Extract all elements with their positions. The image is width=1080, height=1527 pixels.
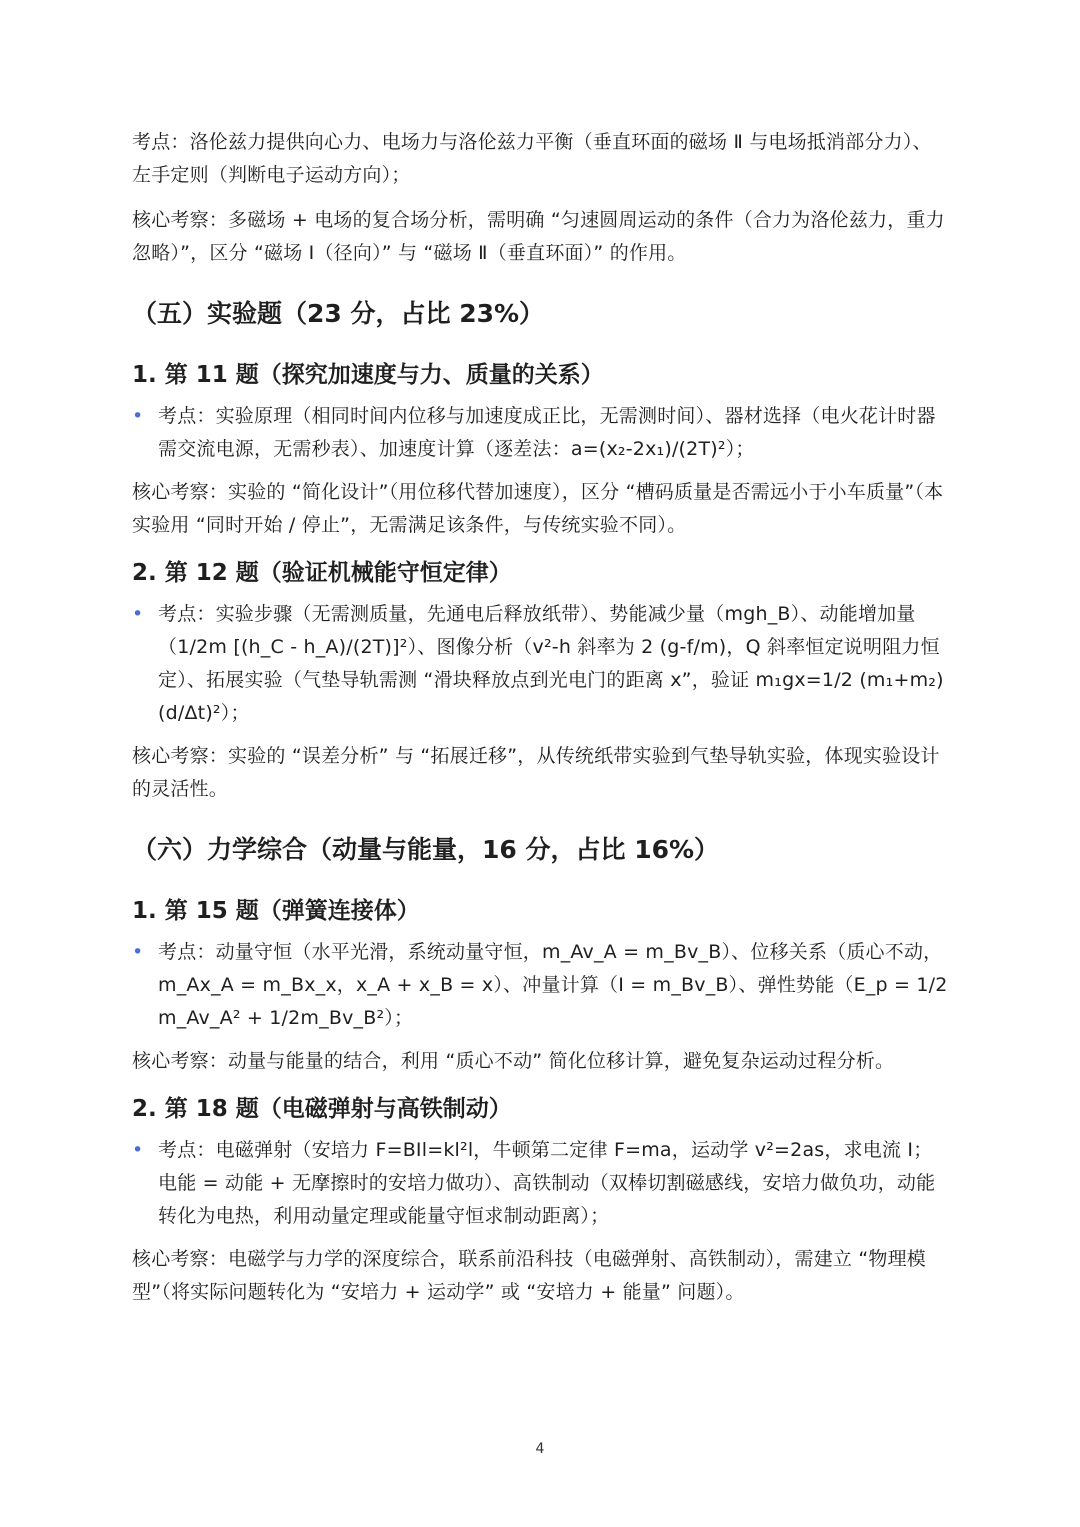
q12-hexin: 核心考察：实验的 “误差分析” 与 “拓展迁移”，从传统纸带实验到气垫导轨实验，体现实验设计的灵活性。 bbox=[132, 745, 940, 800]
bullet-icon: • bbox=[132, 603, 144, 625]
page-number: 4 bbox=[535, 1441, 545, 1457]
q15-heading: 1. 第 15 题（弹簧连接体） bbox=[132, 898, 420, 924]
q15-kaodian-item bbox=[132, 936, 950, 1035]
q15-hexin: 核心考察：动量与能量的结合，利用 “质心不动” 简化位移计算，避免复杂运动过程分析。 bbox=[132, 1050, 895, 1072]
q15-kaodian-text: 考点：动量守恒（水平光滑，系统动量守恒，m_Av_A = m_Bv_B）、位移关系（质心不动，m_Ax_A = m_Bx_x，x_A + x_B = x）、冲量计算（I = m_Bv_B）、弹性势能（E_p = 1/2m_Av_A² + 1/2m_Bv_B²）； bbox=[158, 941, 948, 1029]
intro-hexin: 核心考察：多磁场 + 电场的复合场分析，需明确 “匀速圆周运动的条件（合力为洛伦兹力，重力忽略）”，区分 “磁场 Ⅰ（径向）” 与 “磁场 Ⅱ（垂直环面）” 的作用。 bbox=[132, 209, 945, 264]
q12-kaodian-text: 考点：实验步骤（无需测质量，先通电后释放纸带）、势能减少量（mgh_B）、动能增加量（1/2m [(h_C - h_A)/(2T)]²）、图像分析（v²-h 斜率为 2 (g-f/m)，Q 斜率恒定说明阻力恒定）、拓展实验（气垫导轨需测 “滑块释放点到光电门的距离 x”，验证 m₁gx=1/2 (m₁+m₂)(d/Δt)²）； bbox=[158, 603, 944, 724]
bullet-icon: • bbox=[132, 1139, 144, 1161]
bullet-icon: • bbox=[132, 405, 144, 427]
q12-heading: 2. 第 12 题（验证机械能守恒定律） bbox=[132, 560, 512, 586]
q18-kaodian-text: 考点：电磁弹射（安培力 F=BIl=kl²l，牛顿第二定律 F=ma，运动学 v²=2as，求电流 I；电能 = 动能 + 无摩擦时的安培力做功）、高铁制动（双棒切割磁感线，安培力做负功，动能转化为电热，利用动量定理或能量守恒求制动距离）； bbox=[158, 1139, 936, 1227]
section-6-heading: （六）力学综合（动量与能量，16 分，占比 16%） bbox=[132, 835, 720, 864]
q18-heading: 2. 第 18 题（电磁弹射与高铁制动） bbox=[132, 1096, 512, 1122]
document-page bbox=[132, 126, 950, 1321]
q18-hexin: 核心考察：电磁学与力学的深度综合，联系前沿科技（电磁弹射、高铁制动），需建立 “物理模型”（将实际问题转化为 “安培力 + 运动学” 或 “安培力 + 能量” 问题）。 bbox=[132, 1248, 926, 1303]
bullet-icon: • bbox=[132, 941, 144, 963]
q11-heading: 1. 第 11 题（探究加速度与力、质量的关系） bbox=[132, 362, 604, 388]
q11-kaodian-item bbox=[132, 400, 950, 466]
q11-kaodian-text: 考点：实验原理（相同时间内位移与加速度成正比，无需测时间）、器材选择（电火花计时器需交流电源，无需秒表）、加速度计算（逐差法：a=(x₂-2x₁)/(2T)²）； bbox=[158, 405, 936, 460]
q11-hexin: 核心考察：实验的 “简化设计”（用位移代替加速度），区分 “槽码质量是否需远小于小车质量”（本实验用 “同时开始 / 停止”，无需满足该条件，与传统实验不同）。 bbox=[132, 481, 944, 536]
intro-kaodian: 考点：洛伦兹力提供向心力、电场力与洛伦兹力平衡（垂直环面的磁场 Ⅱ 与电场抵消部分力）、左手定则（判断电子运动方向）； bbox=[132, 131, 932, 186]
q18-kaodian-item bbox=[132, 1134, 950, 1233]
q12-kaodian-item bbox=[132, 598, 950, 730]
section-5-heading: （五）实验题（23 分，占比 23%） bbox=[132, 299, 545, 328]
